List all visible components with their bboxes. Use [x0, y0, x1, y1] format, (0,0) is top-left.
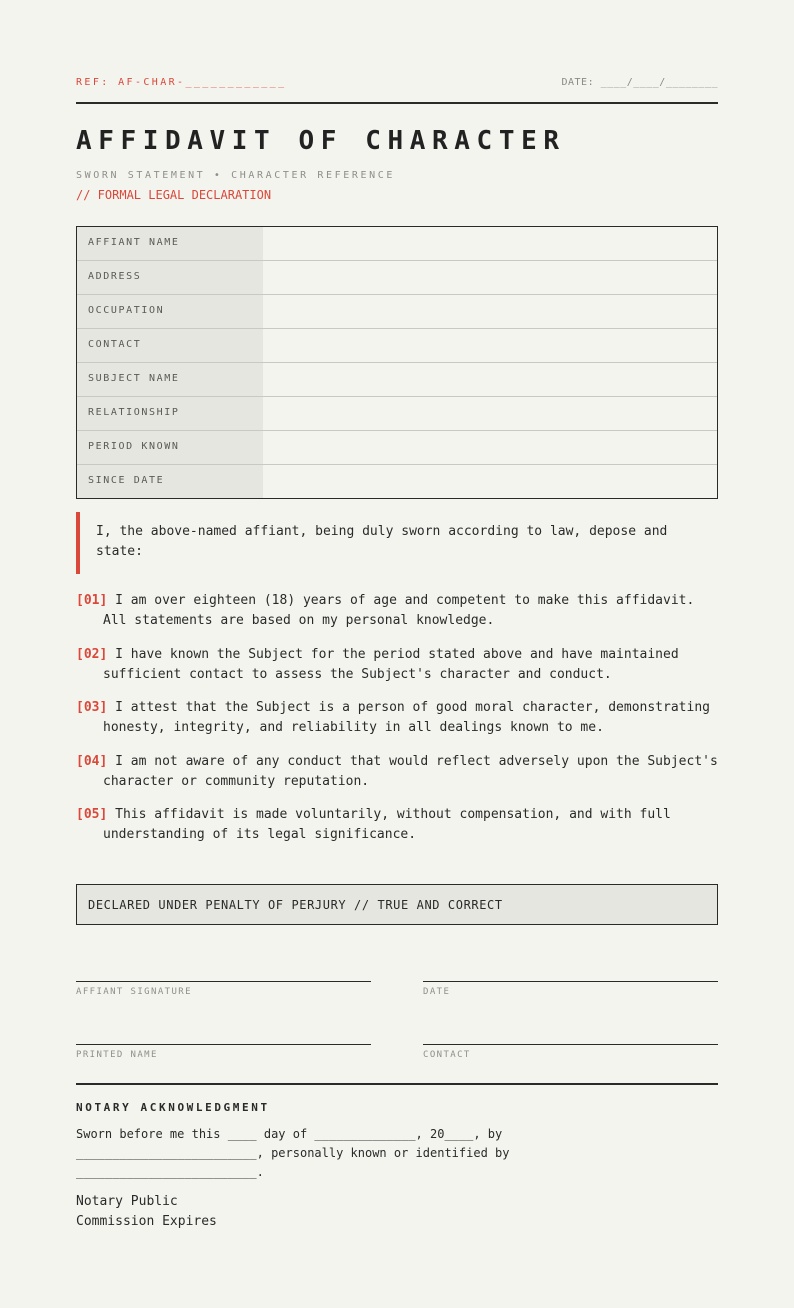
affiant-signature-line[interactable]: [76, 981, 371, 982]
field-label: AFFIANT NAME: [77, 227, 263, 260]
printed-name-line[interactable]: [76, 1044, 371, 1045]
perjury-declaration: DECLARED UNDER PENALTY OF PERJURY // TRUE AND CORRECT: [76, 884, 718, 925]
formal-declaration-tag: // FORMAL LEGAL DECLARATION: [76, 188, 272, 202]
field-label: CONTACT: [77, 329, 263, 362]
statement-item: [76, 591, 718, 631]
statement-number: [02]: [76, 646, 108, 662]
intro-text: I, the above-named affiant, being duly sworn according to law, depose and state:: [96, 524, 668, 559]
field-label: PERIOD KNOWN: [77, 431, 263, 464]
statement-number: [05]: [76, 807, 108, 822]
statement-item: [76, 752, 718, 792]
affiant-signature-block: [76, 981, 371, 997]
relationship-field[interactable]: [263, 397, 717, 430]
notary-public-label: Notary Public: [76, 1194, 178, 1209]
signature-contact-block: [423, 1044, 718, 1060]
notary-signature-lines: [76, 1192, 217, 1232]
statement-list: [76, 591, 718, 859]
statement-number: [01]: [76, 593, 108, 608]
field-row-address: [77, 260, 717, 294]
affiant-signature-label: AFFIANT SIGNATURE: [76, 987, 192, 997]
affiant-name-field[interactable]: [263, 227, 717, 260]
statement-item: [76, 805, 718, 845]
field-row-since-date: [77, 464, 717, 498]
notary-statement: Sworn before me this ____ day of ______________, 20____, by _________________________, personally known or identified by _________________________.: [76, 1127, 510, 1179]
statement-number: [03]: [76, 700, 108, 715]
contact-field[interactable]: [263, 329, 717, 362]
printed-name-block: [76, 1044, 371, 1060]
signature-date-line[interactable]: [423, 981, 718, 982]
statement-text: I am over eighteen (18) years of age and competent to make this affidavit. All statements are based on my personal knowledge.: [103, 593, 695, 628]
subject-name-field[interactable]: [263, 363, 717, 396]
signature-date-block: [423, 981, 718, 997]
field-row-subject-name: [77, 362, 717, 396]
intro-callout: [76, 512, 718, 574]
signature-contact-label: CONTACT: [423, 1050, 471, 1060]
header-date: DATE: ____/____/________: [561, 77, 718, 88]
statement-number: [04]: [76, 753, 108, 769]
notary-heading: NOTARY ACKNOWLEDGMENT: [76, 1101, 270, 1114]
since-date-field[interactable]: [263, 465, 717, 498]
field-label: OCCUPATION: [77, 295, 263, 328]
statement-item: [76, 645, 718, 685]
statement-text: This affidavit is made voluntarily, without compensation, and with full understanding of its legal significance.: [103, 807, 671, 842]
commission-expires-label: Commission Expires: [76, 1214, 217, 1229]
document-subtitle: SWORN STATEMENT • CHARACTER REFERENCE: [76, 170, 395, 181]
signature-date-label: DATE: [423, 987, 451, 997]
field-row-contact: [77, 328, 717, 362]
printed-name-label: PRINTED NAME: [76, 1050, 158, 1060]
field-label: SINCE DATE: [77, 465, 263, 498]
notary-divider: [76, 1083, 718, 1085]
field-row-period-known: [77, 430, 717, 464]
statement-text: I attest that the Subject is a person of good moral character, demonstrating honesty, integrity, and reliability in all dealings known to me.: [103, 700, 710, 735]
signature-contact-line[interactable]: [423, 1044, 718, 1045]
field-label: RELATIONSHIP: [77, 397, 263, 430]
field-label: SUBJECT NAME: [77, 363, 263, 396]
field-row-affiant-name: [77, 227, 717, 260]
statement-text: I am not aware of any conduct that would reflect adversely upon the Subject's character or community reputation.: [103, 753, 718, 789]
header-divider: [76, 102, 718, 104]
field-label: ADDRESS: [77, 261, 263, 294]
statement-item: [76, 698, 718, 738]
period-known-field[interactable]: [263, 431, 717, 464]
field-row-relationship: [77, 396, 717, 430]
document-title: AFFIDAVIT OF CHARACTER: [76, 126, 566, 156]
statement-text: I have known the Subject for the period stated above and have maintained sufficient contact to assess the Subject's character and conduct.: [103, 646, 679, 682]
header-bar: [76, 77, 718, 91]
address-field[interactable]: [263, 261, 717, 294]
field-row-occupation: [77, 294, 717, 328]
details-table: [76, 226, 718, 499]
reference-number: REF: AF-CHAR-____________: [76, 77, 287, 88]
occupation-field[interactable]: [263, 295, 717, 328]
